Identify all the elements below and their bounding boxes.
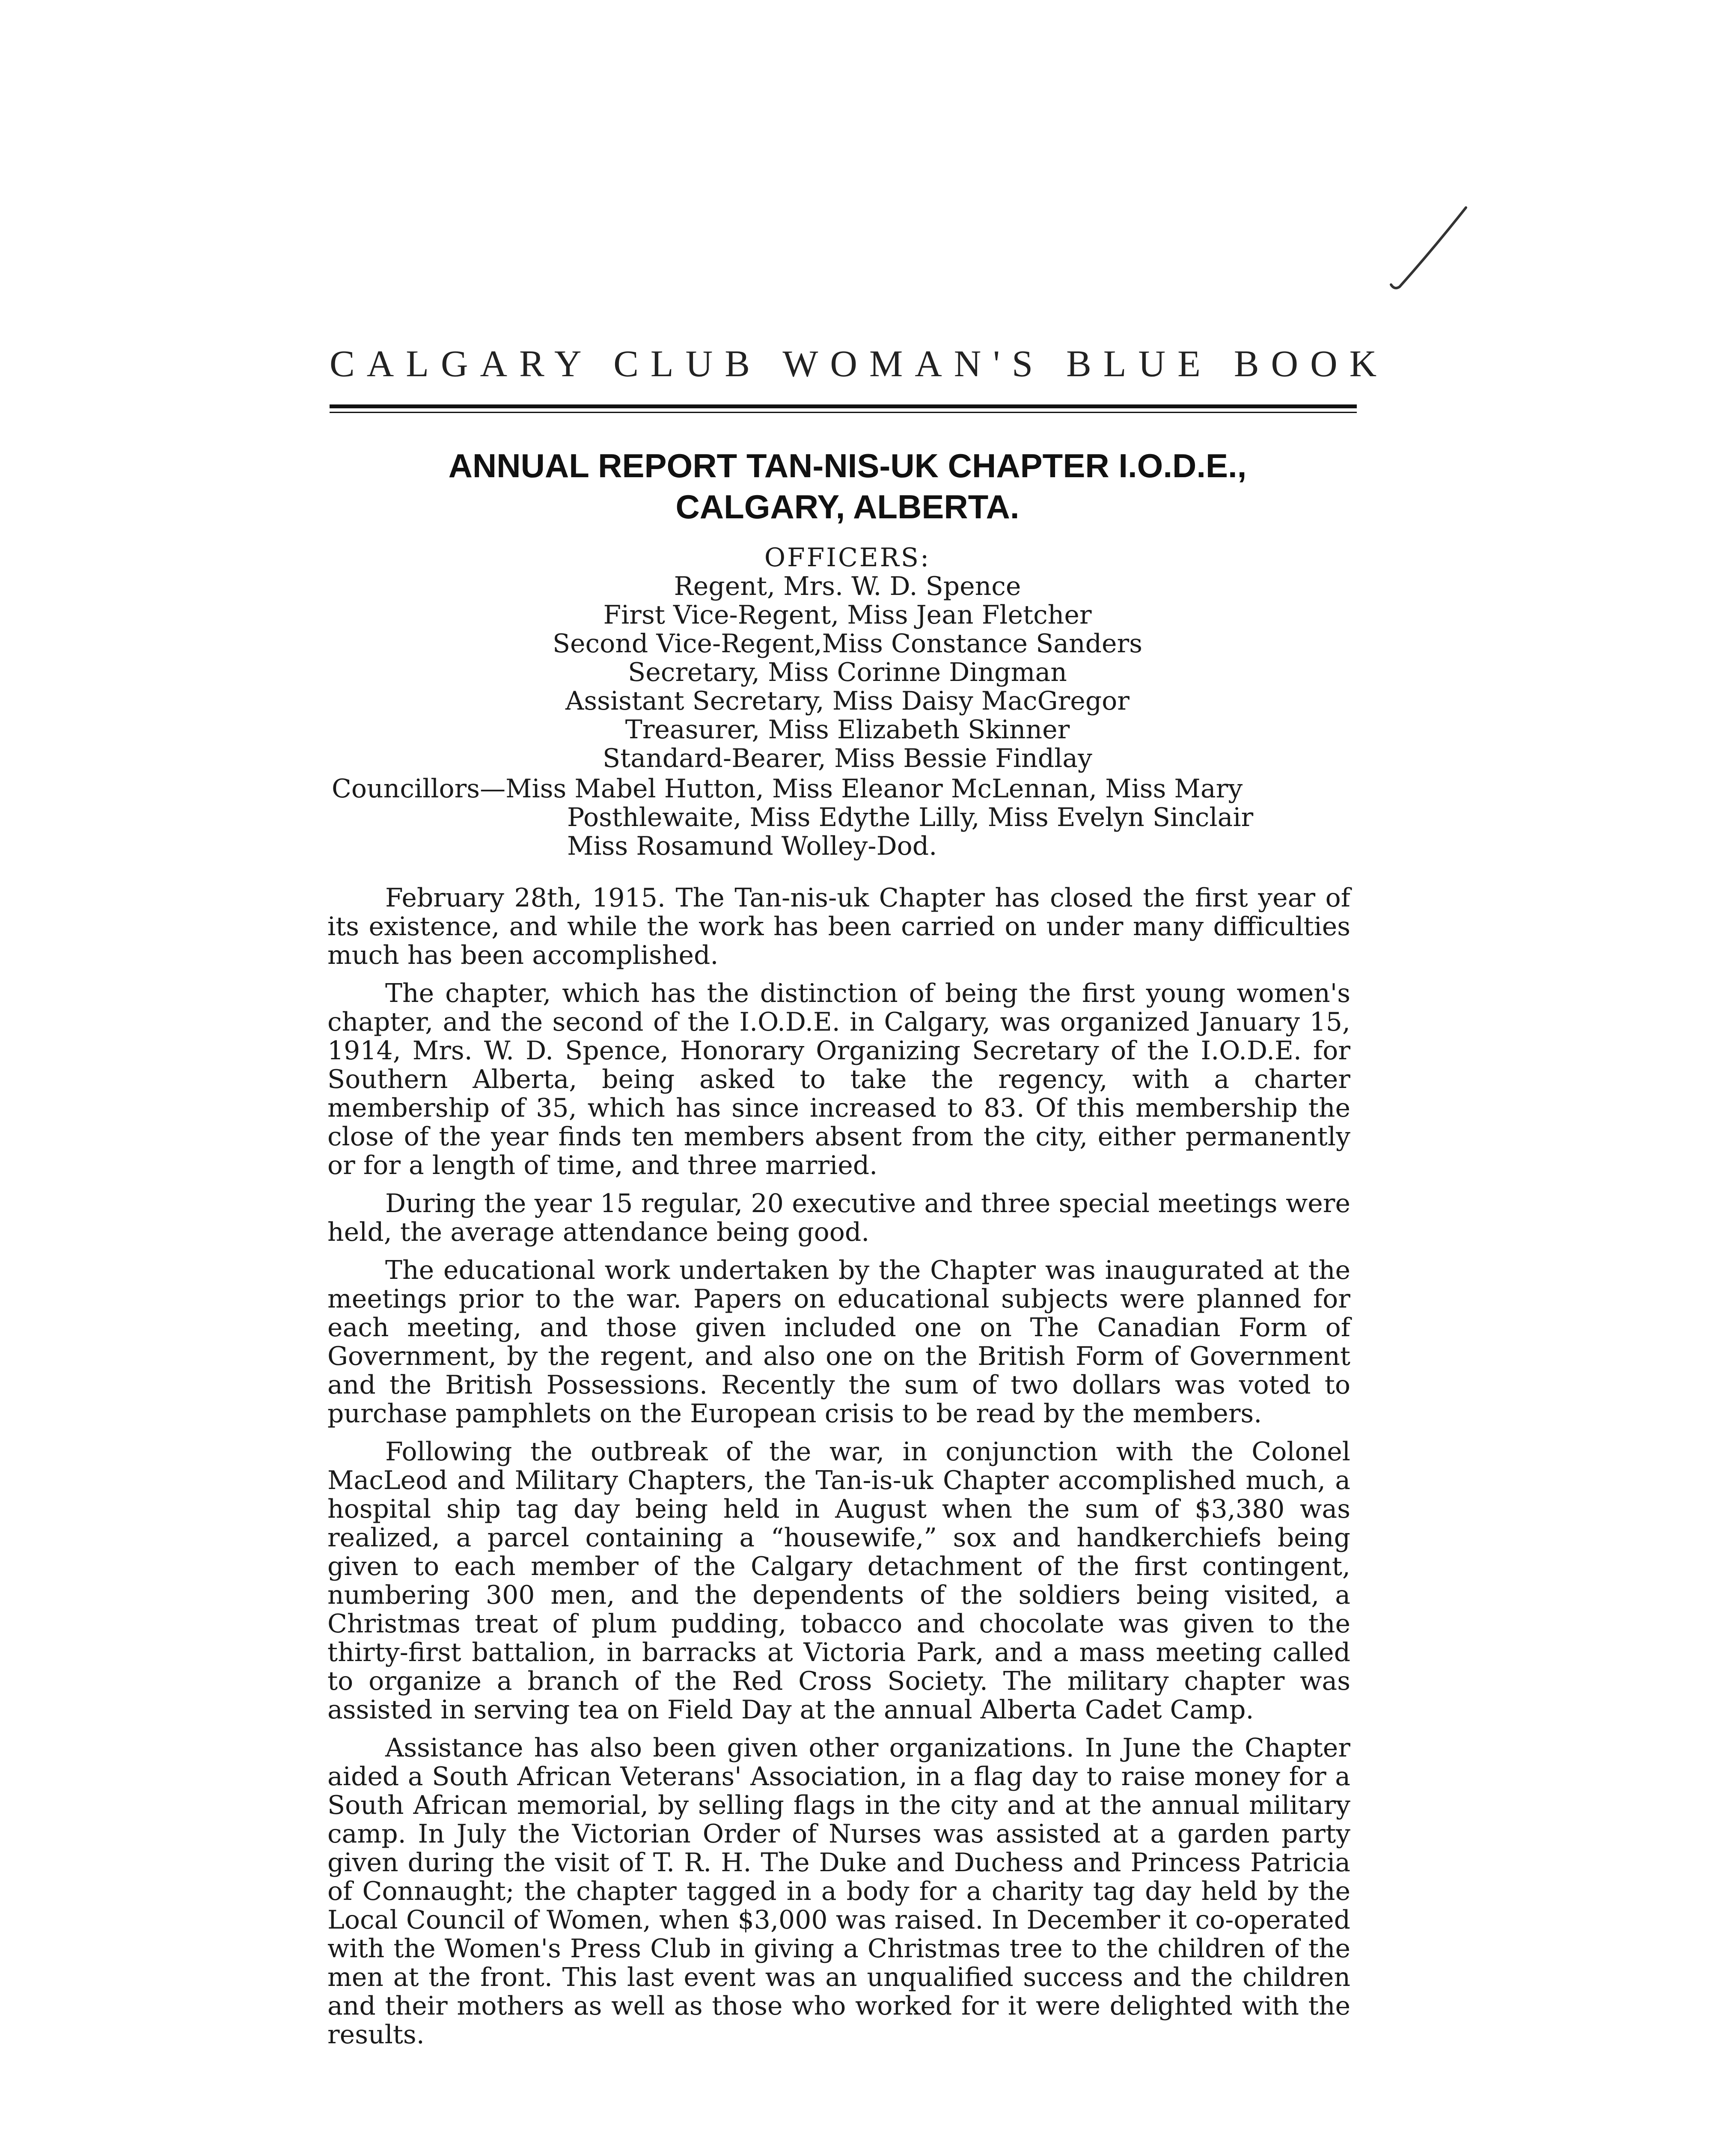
officer-entry: Treasurer, Miss Elizabeth Skinner	[625, 715, 1070, 745]
officer-entry: Regent, Mrs. W. D. Spence	[674, 571, 1021, 601]
officer-entry: Assistant Secretary, Miss Daisy MacGregor	[565, 686, 1130, 716]
councillors-list	[332, 775, 1359, 861]
paragraph: During the year 15 regular, 20 executive and three special meetings were held, the average attendance being good.	[327, 1189, 1350, 1247]
officer-entry: Second Vice-Regent,Miss Constance Sanders	[552, 629, 1143, 659]
councillors-line: Posthlewaite, Miss Edythe Lilly, Miss Evelyn Sinclair	[567, 802, 1254, 832]
officers-heading: OFFICERS:	[764, 543, 931, 573]
paragraph: Following the outbreak of the war, in conjunction with the Colonel MacLeod and Military Chapters, the Tan-is-uk Chapter accomplished much, a hospital ship tag day being held in August when the sum of $3,380 was realized, a parcel containing a “housewife,” sox and handkerchiefs being given to each member of the Calgary detachment of the first contingent, numbering 300 men, and the dependents of the soldiers being visited, a Christmas treat of plum pudding, tobacco and chocolate was given to the thirty-first battalion, in barracks at Victoria Park, and a mass meeting called to organize a branch of the Red Cross Society. The military chapter was assisted in serving tea on Field Day at the annual Alberta Cadet Camp.	[327, 1437, 1350, 1725]
title-line-1: ANNUAL REPORT TAN-NIS-UK CHAPTER I.O.D.E.,	[448, 447, 1247, 484]
paragraph: The educational work undertaken by the Chapter was inaugurated at the meetings prior to the war. Papers on educational subjects were planned for each meeting, and those given included one on The Canadian Form of Government, by the regent, and also one on the British Form of Government and the British Possessions. Recently the sum of two dollars was voted to purchase pamphlets on the European crisis to be read by the members.	[327, 1255, 1350, 1429]
running-header: CALGARY CLUB WOMAN'S BLUE BOOK	[330, 343, 1389, 385]
title-line-2: CALGARY, ALBERTA.	[675, 488, 1020, 526]
paragraph: The chapter, which has the distinction of being the first young women's chapter, and the second of the I.O.D.E. in Calgary, was organized January 15, 1914, Mrs. W. D. Spence, Honorary Organizing Secretary of the I.O.D.E. for Southern Alberta, being asked to take the regency, with a charter membership of 35, which has since increased to 83. Of this membership the close of the year finds ten members absent from the city, either permanently or for a length of time, and three married.	[327, 978, 1350, 1180]
paragraph: Assistance has also been given other organizations. In June the Chapter aided a South African Veterans' Association, in a flag day to raise money for a South African memorial, by selling flags in the city and at the annual military camp. In July the Victorian Order of Nurses was assisted at a garden party given during the visit of T. R. H. The Duke and Duchess and Princess Patricia of Connaught; the chapter tagged in a body for a charity tag day held by the Local Council of Women, when $3,000 was raised. In December it co-operated with the Women's Press Club in giving a Christmas tree to the children of the men at the front. This last event was an unqualified success and the children and their mothers as well as those who worked for it were delighted with the results.	[327, 1733, 1350, 2050]
councillors-line: Miss Rosamund Wolley-Dod.	[567, 831, 937, 861]
officer-entry: First Vice-Regent, Miss Jean Fletcher	[603, 600, 1092, 630]
header-rule-thin	[330, 412, 1357, 413]
handwritten-check-mark	[1387, 201, 1472, 295]
officers-list	[300, 544, 1395, 773]
councillors-line: Councillors—Miss Mabel Hutton, Miss Eleanor McLennan, Miss Mary	[332, 774, 1243, 804]
header-rule-thick	[330, 404, 1357, 408]
officer-entry: Secretary, Miss Corinne Dingman	[628, 657, 1067, 687]
report-body	[327, 884, 1350, 2059]
paragraph: February 28th, 1915. The Tan-nis-uk Chapter has closed the first year of its existence, and while the work has been carried on under many difficulties much has been accomplished.	[327, 883, 1350, 970]
officer-entry: Standard-Bearer, Miss Bessie Findlay	[603, 743, 1092, 773]
report-title	[300, 445, 1395, 527]
